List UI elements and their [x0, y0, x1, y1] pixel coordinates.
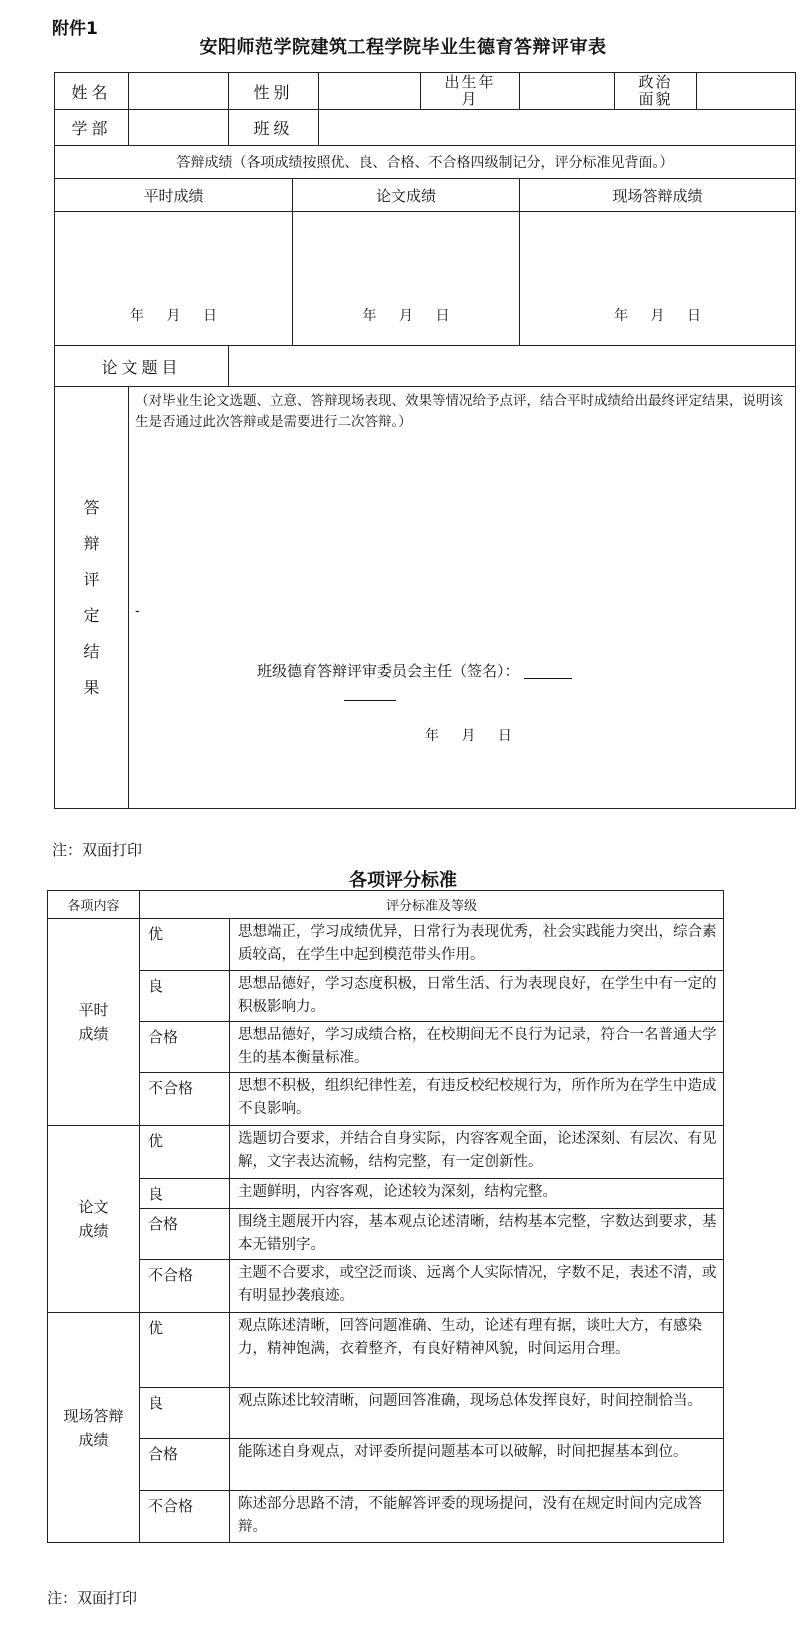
grade-description: 能陈述自身观点，对评委所提问题基本可以破解，时间把握基本到位。 — [230, 1439, 724, 1491]
grade-description: 主题鲜明，内容客观，论述较为深刻，结构完整。 — [230, 1179, 724, 1209]
grade-description: 思想端正，学习成绩优异，日常行为表现优秀，社会实践能力突出，综合素质较高，在学生中起到模范带头作用。 — [230, 919, 724, 971]
thesis-score-header: 论文成绩 — [293, 179, 520, 212]
regular-score-field[interactable] — [55, 212, 293, 346]
class-field[interactable] — [319, 110, 796, 146]
thesis-title-field[interactable] — [229, 346, 796, 387]
grade-label: 良 — [140, 1179, 230, 1209]
col-item-header: 各项内容 — [48, 891, 140, 919]
col-std-header: 评分标准及等级 — [140, 891, 724, 919]
dept-label: 学部 — [55, 110, 129, 146]
thesis-title-label: 论文题目 — [55, 346, 229, 387]
grade-description: 围绕主题展开内容，基本观点论述清晰，结构基本完整，字数达到要求，基本无错别字。 — [230, 1209, 724, 1260]
scores-header: 答辩成绩（各项成绩按照优、良、合格、不合格四级制记分，评分标准见背面。） — [55, 146, 796, 179]
date-text: 年 月 日 — [614, 308, 701, 324]
grade-label: 良 — [140, 971, 230, 1022]
birth-label: 出生年 月 — [421, 73, 520, 110]
class-label: 班级 — [229, 110, 319, 146]
result-field[interactable] — [129, 387, 796, 809]
grade-label: 优 — [140, 1126, 230, 1179]
result-label: 答 辩 评 定 结 果 — [55, 387, 129, 809]
signature-line-2 — [344, 700, 396, 701]
attachment-label: 附件1 — [52, 19, 98, 39]
signature-label: 班级德育答辩评审委员会主任（签名）： — [257, 660, 572, 681]
grade-description: 思想品德好，学习态度积极，日常生活、行为表现良好，在学生中有一定的积极影响力。 — [230, 971, 724, 1022]
dash-mark: - — [135, 604, 140, 619]
grade-description: 选题切合要求，并结合自身实际，内容客观全面，论述深刻、有层次、有见解，文字表达流畅，结构完整，有一定创新性。 — [230, 1126, 724, 1179]
regular-score-header: 平时成绩 — [55, 179, 293, 212]
print-note: 注：双面打印 — [52, 841, 143, 859]
political-field[interactable] — [697, 73, 796, 110]
grade-label: 不合格 — [140, 1491, 230, 1543]
evaluation-form — [54, 72, 796, 809]
defense-score-header: 现场答辩成绩 — [520, 179, 796, 212]
name-label: 姓名 — [55, 73, 129, 110]
gender-label: 性别 — [229, 73, 319, 110]
dept-field[interactable] — [129, 110, 229, 146]
grade-description: 陈述部分思路不清，不能解答评委的现场提问，没有在规定时间内完成答辩。 — [230, 1491, 724, 1543]
name-field[interactable] — [129, 73, 229, 110]
category-defense: 现场答辩 成绩 — [48, 1313, 140, 1543]
political-label: 政治 面貌 — [615, 73, 697, 110]
page-title: 安阳师范学院建筑工程学院毕业生德育答辩评审表 — [199, 37, 607, 58]
grade-description: 主题不合要求，或空泛而谈、远离个人实际情况，字数不足，表述不清，或有明显抄袭痕迹。 — [230, 1260, 724, 1313]
grade-label: 优 — [140, 1313, 230, 1388]
date-text: 年 月 日 — [362, 308, 450, 324]
grade-label: 良 — [140, 1388, 230, 1439]
thesis-score-field[interactable] — [293, 212, 520, 346]
grade-label: 合格 — [140, 1209, 230, 1260]
defense-score-field[interactable] — [520, 212, 796, 346]
date-text: 年 月 日 — [130, 308, 217, 324]
grade-label: 合格 — [140, 1439, 230, 1491]
grade-description: 观点陈述比较清晰，问题回答准确，现场总体发挥良好，时间控制恰当。 — [230, 1388, 724, 1439]
print-note-2: 注：双面打印 — [47, 1589, 138, 1607]
birth-field[interactable] — [520, 73, 615, 110]
grade-label: 合格 — [140, 1022, 230, 1073]
result-instructions: （对毕业生论文选题、立意、答辩现场表现、效果等情况给予点评，结合平时成绩给出最终评定结果，说明该生是否通过此次答辩或是需要进行二次答辩。） — [135, 393, 783, 430]
standards-title: 各项评分标准 — [349, 870, 457, 891]
grade-label: 优 — [140, 919, 230, 971]
gender-field[interactable] — [319, 73, 421, 110]
grade-description: 思想不积极，组织纪律性差，有违反校纪校规行为，所作所为在学生中造成不良影响。 — [230, 1073, 724, 1126]
grade-label: 不合格 — [140, 1260, 230, 1313]
grade-label: 不合格 — [140, 1073, 230, 1126]
standards-table — [47, 890, 724, 1543]
signature-date: 年 月 日 — [425, 728, 512, 744]
category-regular: 平时 成绩 — [48, 919, 140, 1126]
grade-description: 观点陈述清晰，回答问题准确、生动，论述有理有据，谈吐大方，有感染力，精神饱满，衣着整齐，有良好精神风貌，时间运用合理。 — [230, 1313, 724, 1388]
signature-line — [524, 678, 572, 679]
category-thesis: 论文 成绩 — [48, 1126, 140, 1313]
grade-description: 思想品德好，学习成绩合格，在校期间无不良行为记录，符合一名普通大学生的基本衡量标准。 — [230, 1022, 724, 1073]
